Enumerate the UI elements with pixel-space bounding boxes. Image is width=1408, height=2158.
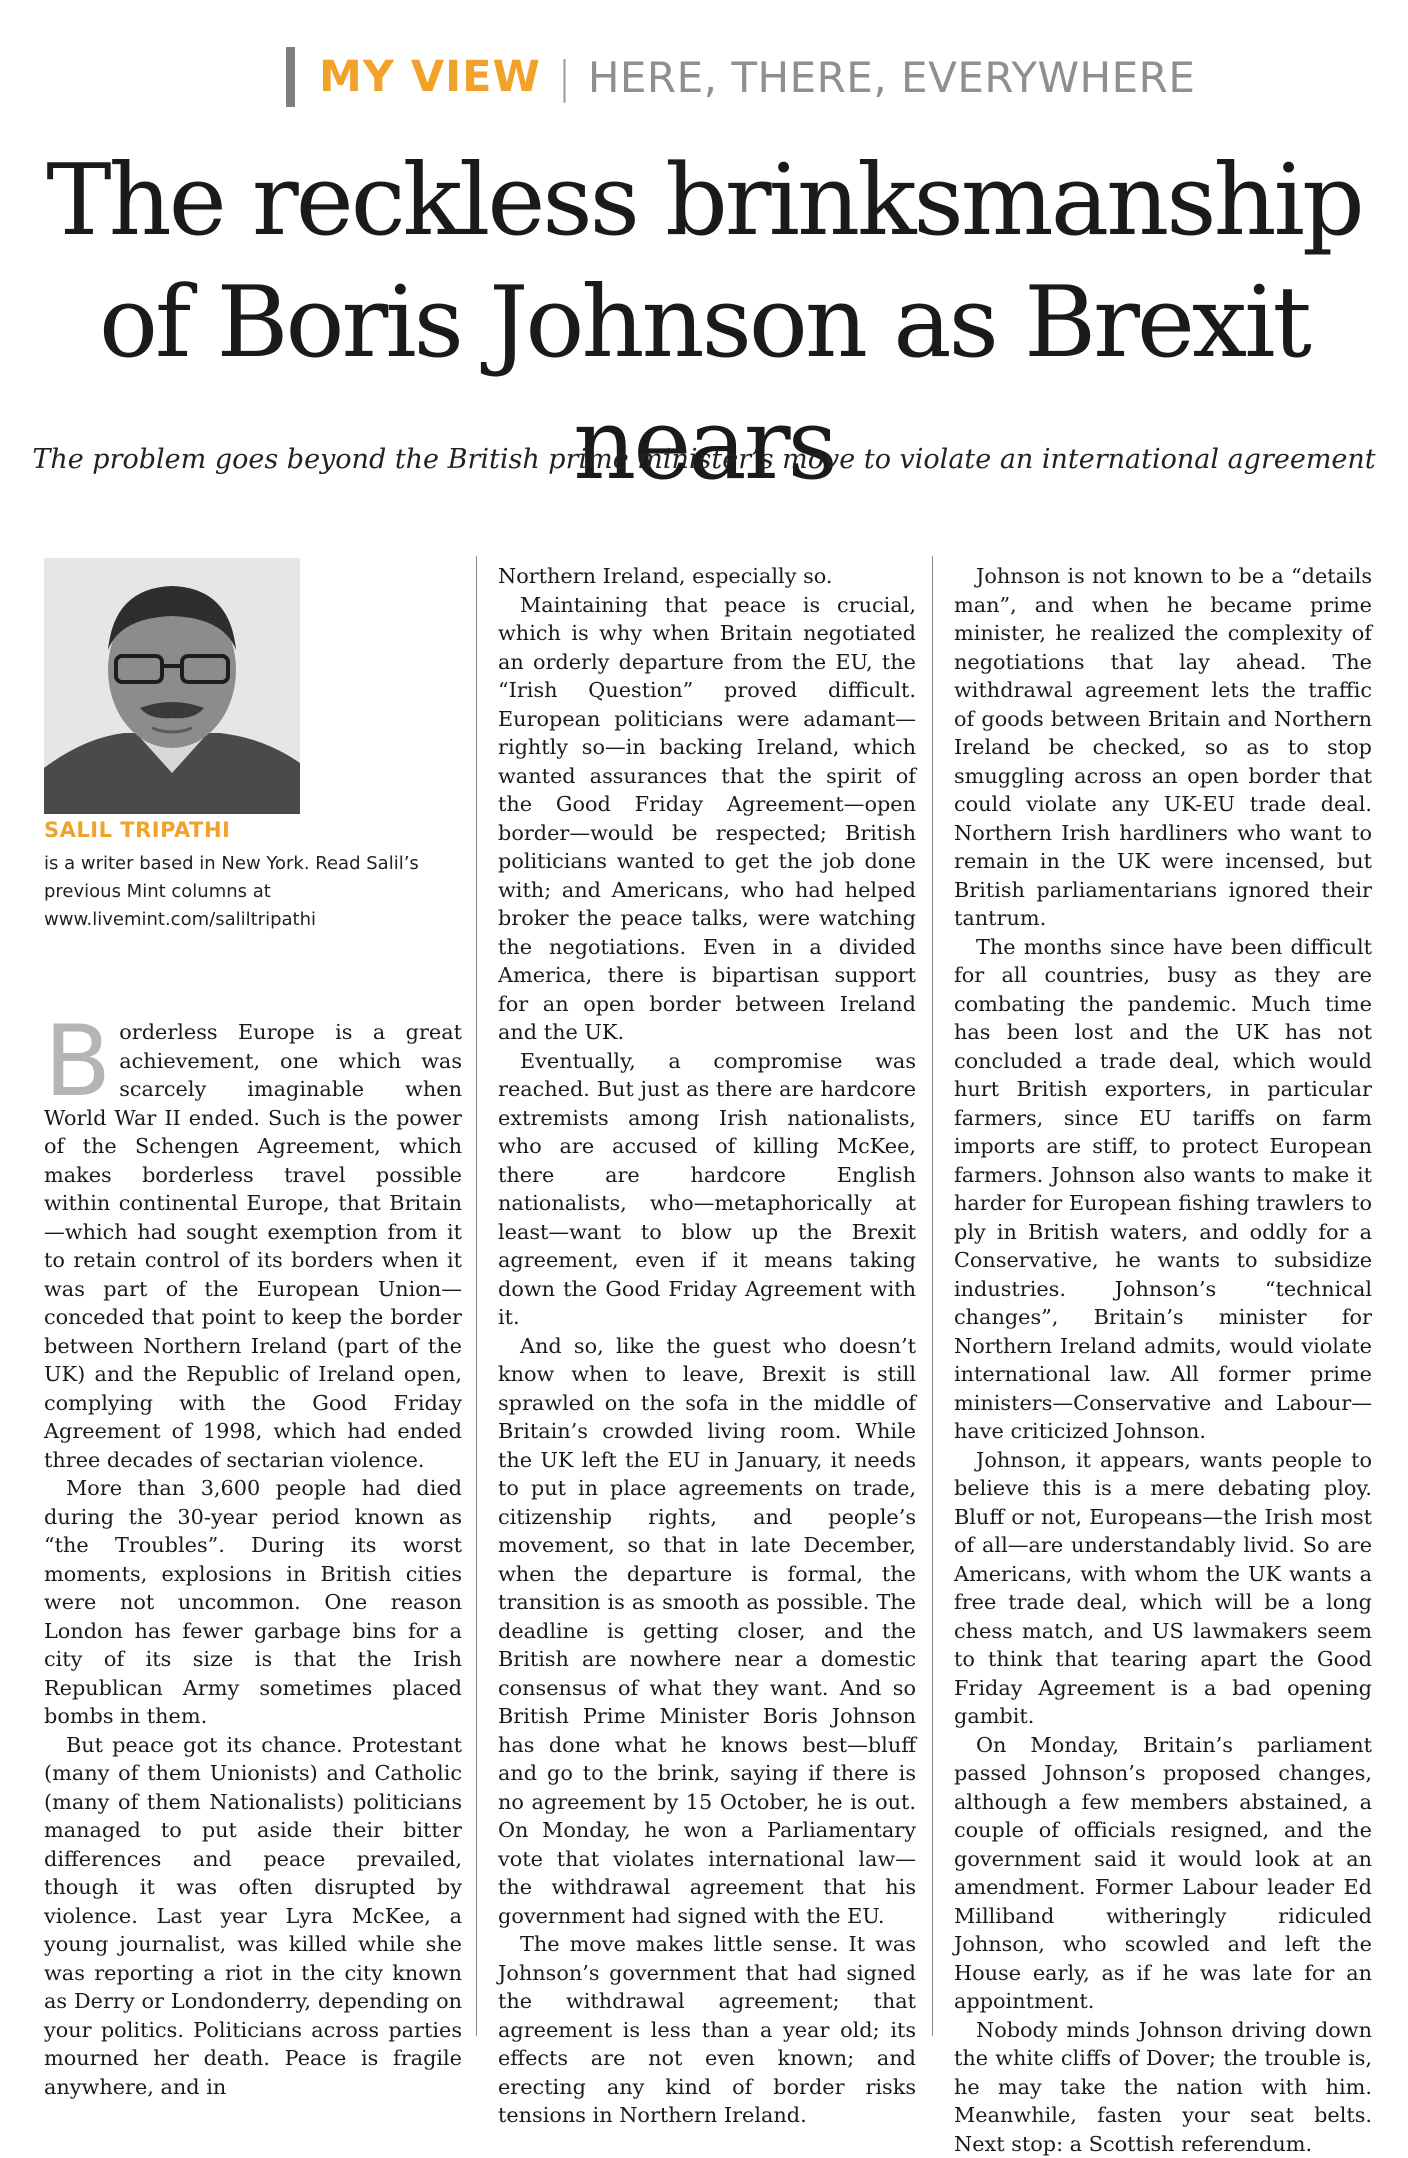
kicker-bar [286, 47, 295, 107]
article-paragraph: The months since have been difficult for all countries, busy as they are combating the pandemic. Much time has been lost and the UK has not concluded a trade deal, which would hurt British exporters, in particular farmers, since EU tariffs on farm imports are stiff, to protect European farmers. Johnson also wants to make it harder for European fishing trawlers to ply in British waters, and oddly for a Conservative, he wants to subsidize industries. Johnson’s “technical changes”, Britain’s minister for Northern Ireland admits, would violate international law. All former prime ministers—Conservative and Labour—have criticized Johnson. [954, 933, 1372, 1446]
headline: The reckless brinksmanship of Boris Johnson as Brexit nears [30, 140, 1378, 506]
author-photo [44, 558, 300, 814]
article-column-1 [44, 1018, 462, 2028]
article-paragraph: And so, like the guest who doesn’t know when to leave, Brexit is still sprawled on the sofa in the middle of Britain’s crowded living room. While the UK left the EU in January, it needs to put in place agreements on trade, citizenship rights, and people’s movement, so that in late December, when the departure is formal, the transition is as smooth as possible. The deadline is getting closer, and the British are nowhere near a domestic consensus of what they want. And so British Prime Minister Boris Johnson has done what he knows best—bluff and go to the brink, saying if there is no agreement by 15 October, he is out. On Monday, he won a Parliamentary vote that violates international law—the withdrawal agreement that his government had signed with the EU. [498, 1332, 916, 1931]
article-paragraph: Maintaining that peace is crucial, which is why when Britain negotiated an orderly departure from the EU, the “Irish Question” proved difficult. European politicians were adamant—rightly so—in backing Ireland, which wanted assurances that the spirit of the Good Friday Agreement—open border—would be respected; British politicians wanted to get the job done with; and Americans, who had helped broker the peace talks, were watching the negotiations. Even in a divided America, there is bipartisan support for an open border between Ireland and the UK. [498, 591, 916, 1047]
article-paragraph: Eventually, a compromise was reached. But just as there are hardcore extremists among Irish nationalists, who are accused of killing McKee, there are hardcore English nationalists, who—metaphorically at least—want to blow up the Brexit agreement, even if it means taking down the Good Friday Agreement with it. [498, 1047, 916, 1332]
section-kicker [286, 46, 1195, 108]
article-column-2 [498, 562, 916, 2032]
author-portrait-image [44, 558, 300, 814]
article-paragraph [44, 1018, 462, 1474]
column-divider [476, 556, 477, 2036]
column-divider [932, 556, 933, 2036]
drop-cap: B [44, 1022, 111, 1102]
author-bio: is a writer based in New York. Read Salil’s previous Mint columns at www.livemint.com/saliltripathi [44, 850, 444, 934]
article-paragraph: On Monday, Britain’s parliament passed Johnson’s proposed changes, although a few members abstained, a couple of officials resigned, and the government said it would look at an amendment. Former Labour leader Ed Milliband witheringly ridiculed Johnson, who scowled and left the House early, as if he was late for an appointment. [954, 1731, 1372, 2016]
article-paragraph: Nobody minds Johnson driving down the white cliffs of Dover; the trouble is, he may take the nation with him. Meanwhile, fasten your seat belts. Next stop: a Scottish referendum. [954, 2016, 1372, 2158]
article-paragraph: Northern Ireland, especially so. [498, 562, 916, 591]
kicker-separator: | [557, 52, 572, 103]
author-name: SALIL TRIPATHI [44, 818, 230, 842]
kicker-brand: MY VIEW [319, 52, 541, 102]
kicker-series: HERE, THERE, EVERYWHERE [588, 53, 1196, 102]
article-paragraph: The move makes little sense. It was Johnson’s government that had signed the withdrawal agreement; that agreement is less than a year old; its effects are not even known; and erecting any kind of border risks tensions in Northern Ireland. [498, 1930, 916, 2130]
article-paragraph: But peace got its chance. Protestant (many of them Unionists) and Catholic (many of them Nationalists) politicians managed to put aside their bitter differences and peace prevailed, though it was often disrupted by violence. Last year Lyra McKee, a young journalist, was killed while she was reporting a riot in the city known as Derry or Londonderry, depending on your politics. Politicians across parties mourned her death. Peace is fragile anywhere, and in [44, 1731, 462, 2102]
article-paragraph: More than 3,600 people had died during the 30-year period known as “the Troubles”. During its worst moments, explosions in British cities were not uncommon. One reason London has fewer garbage bins for a city of its size is that the Irish Republican Army sometimes placed bombs in them. [44, 1474, 462, 1731]
article-paragraph: Johnson, it appears, wants people to believe this is a mere debating ploy. Bluff or not, Europeans—the Irish most of all—are understandably livid. So are Americans, with whom the UK wants a free trade deal, which will be a long chess match, and US lawmakers seem to think that tearing apart the Good Friday Agreement is a bad opening gambit. [954, 1446, 1372, 1731]
article-paragraph: Johnson is not known to be a “details man”, and when he became prime minister, he realized the complexity of negotiations that lay ahead. The withdrawal agreement lets the traffic of goods between Britain and Northern Ireland be checked, so as to stop smuggling across an open border that could violate any UK-EU trade deal. Northern Irish hardliners who want to remain in the UK were incensed, but British parliamentarians ignored their tantrum. [954, 562, 1372, 933]
article-column-3 [954, 562, 1372, 2032]
article-paragraph-text: orderless Europe is a great achievement, one which was scarcely imaginable when World War II ended. Such is the power of the Schengen Agreement, which makes borderless travel possible within continental Europe, that Britain—which had sought exemption from it to retain control of its borders when it was part of the European Union—conceded that point to keep the border between Northern Ireland (part of the UK) and the Republic of Ireland open, complying with the Good Friday Agreement of 1998, which had ended three decades of sectarian violence. [44, 1020, 462, 1472]
standfirst: The problem goes beyond the British prime minister’s move to violate an international agreement [30, 444, 1378, 475]
